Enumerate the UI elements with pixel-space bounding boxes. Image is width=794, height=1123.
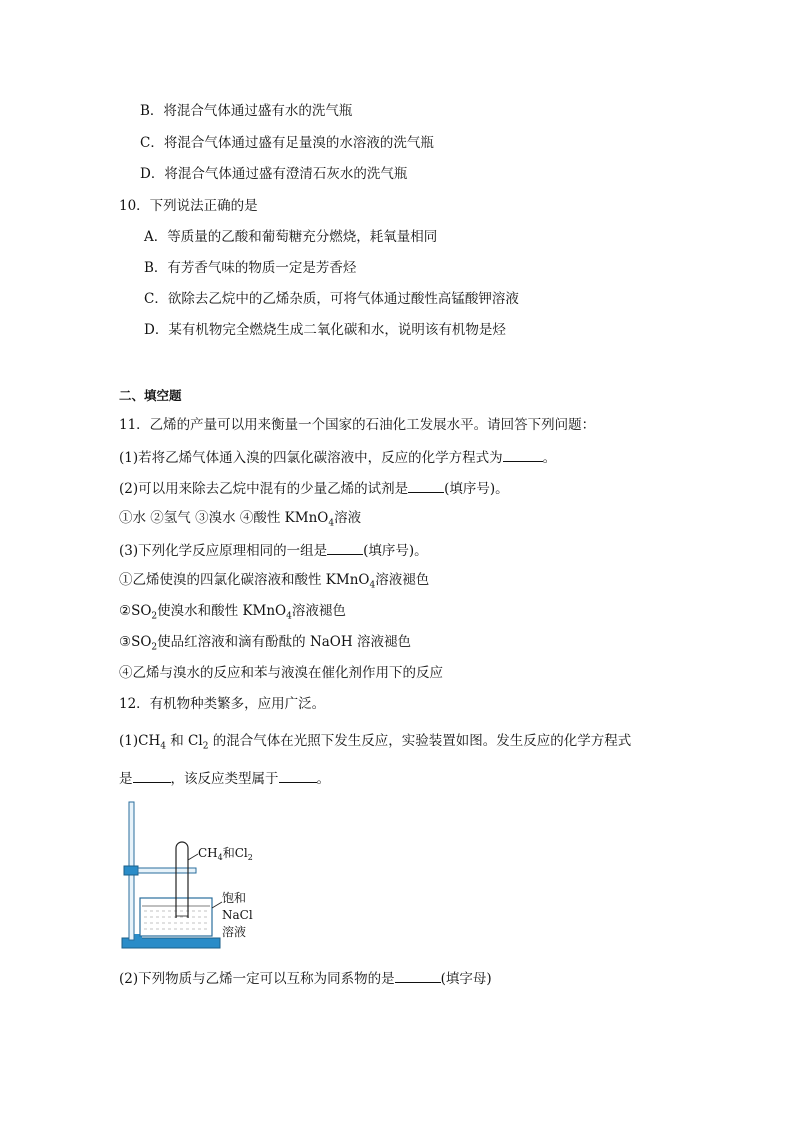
answer-blank[interactable] [133,768,171,783]
choice-text-mid: 使溴水和酸性 KMnO [157,603,287,619]
subscript: 4 [369,580,376,591]
q11-part3-end: (填序号)。 [363,543,428,559]
q11-part1 [119,447,556,467]
choice-text-end: 使品红溶液和滴有酚酞的 NaOH 溶液褪色 [157,634,411,650]
q12-part1-line2 [119,768,330,788]
gas-label: $CH_4$和$Cl_2$ [198,846,253,862]
answer-blank[interactable] [327,540,363,555]
section-heading: 二、填空题 [119,388,182,403]
q11-part1-text: (1)若将乙烯气体通入溴的四氯化碳溶液中，反应的化学方程式为 [119,450,503,466]
subscript: 2 [151,642,158,653]
subscript: 2 [202,741,209,752]
solution-label-3: 溶液 [222,925,247,939]
q12-part2 [119,968,492,988]
q11-choice-3 [119,633,411,657]
choice-text-end: 溶液褪色 [375,572,430,588]
q11-part2-end: (填序号)。 [444,481,509,497]
q12-part1-text: (1)CH [119,733,161,749]
q10-option-d: D．某有机物完全燃烧生成二氧化碳和水，说明该有机物是烃 [144,322,506,338]
q10-option-a: A．等质量的乙酸和葡萄糖充分燃烧，耗氧量相同 [144,229,438,245]
q12-part2-text: (2)下列物质与乙烯一定可以互称为同系物的是 [119,971,395,987]
apparatus-diagram [118,798,298,956]
q9-option-b: B．将混合气体通过盛有水的洗气瓶 [140,103,353,119]
q11-choice-4: ④乙烯与溴水的反应和苯与液溴在催化剂作用下的反应 [119,665,443,681]
q12-part1 [119,732,631,756]
q12-part2-end: (填字母) [440,971,492,987]
reagent-list-end: 溶液 [334,510,362,526]
subscript: 2 [151,611,158,622]
q11-part3-text: (3)下列化学反应原理相同的一组是 [119,543,328,559]
q10-option-c: C．欲除去乙烷中的乙烯杂质，可将气体通过酸性高锰酸钾溶液 [144,291,519,307]
q10-stem: 10．下列说法正确的是 [119,198,258,214]
q11-part2 [119,478,509,498]
answer-blank[interactable] [279,768,317,783]
choice-text-end: 溶液褪色 [291,603,346,619]
q11-stem: 11．乙烯的产量可以用来衡量一个国家的石油化工发展水平。请回答下列问题： [119,417,596,433]
q12-part1-line2-end: 。 [316,771,330,787]
q11-choice-2 [119,602,346,626]
reagent-list-text: ①水 ②氢气 ③溴水 ④酸性 KMnO [119,510,329,526]
q12-stem: 12．有机物种类繁多，应用广泛。 [119,696,326,712]
subscript: 4 [160,741,166,752]
q12-part1-text-end: 的混合气体在光照下发生反应，实验装置如图。发生反应的化学方程式 [208,733,632,749]
answer-blank[interactable] [395,968,441,983]
choice-text: ③SO [119,634,152,650]
subscript: 4 [286,611,292,622]
answer-blank[interactable] [408,478,444,493]
solution-label-2: NaCl [222,908,253,922]
solution-label-1: 饱和 [222,891,247,905]
choice-text: ②SO [119,603,152,619]
q9-option-d: D．将混合气体通过盛有澄清石灰水的洗气瓶 [140,166,408,182]
apparatus-figure [118,798,298,956]
choice-text: ①乙烯使溴的四氯化碳溶液和酸性 KMnO [119,572,370,588]
q11-part3 [119,540,428,560]
q11-part2-text: (2)可以用来除去乙烷中混有的少量乙烯的试剂是 [119,481,409,497]
answer-blank[interactable] [503,447,543,462]
q12-part1-line2-mid: ，该反应类型属于 [170,771,279,787]
q10-option-b: B．有芳香气味的物质一定是芳香烃 [144,260,357,276]
subscript: 4 [328,518,335,529]
q11-choice-1 [119,571,429,595]
q11-part1-end: 。 [542,450,557,466]
q11-reagent-list [119,509,361,533]
q9-option-c: C．将混合气体通过盛有足量溴的水溶液的洗气瓶 [140,135,434,151]
q12-part1-line2-text: 是 [119,771,133,787]
q12-part1-text-mid: 和 Cl [165,733,203,749]
